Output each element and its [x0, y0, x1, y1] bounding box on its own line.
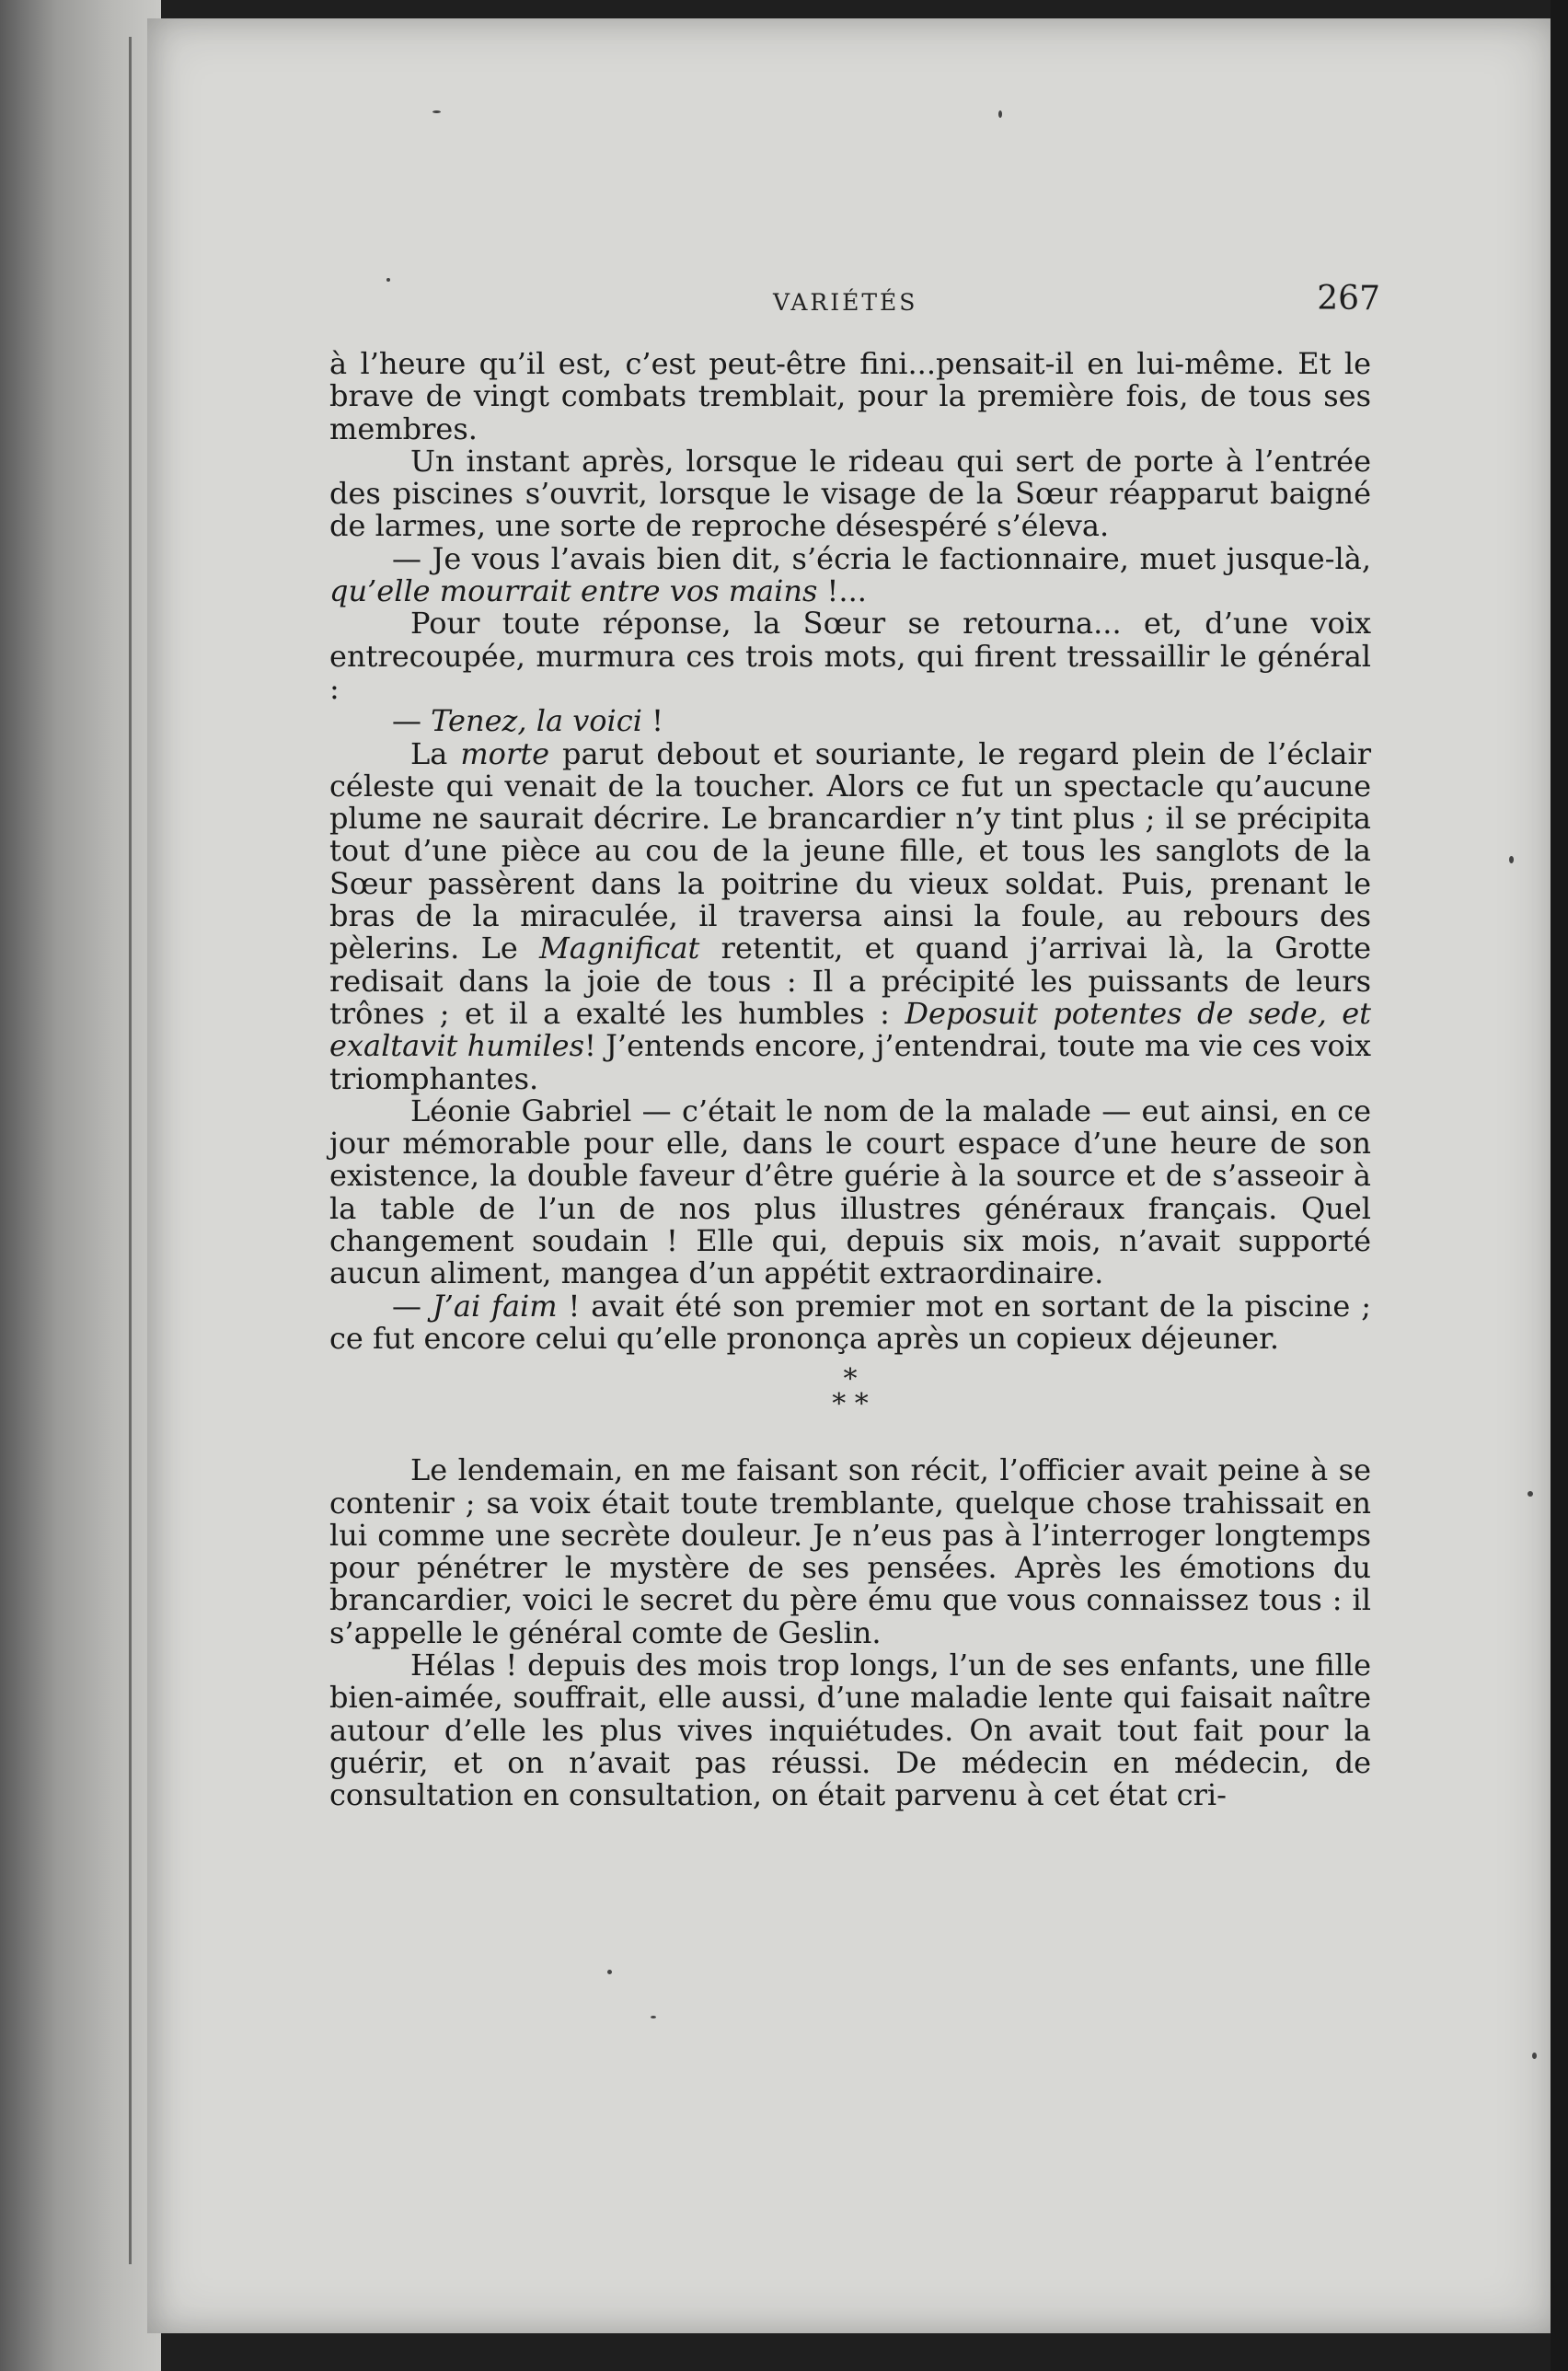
separator-stars-bottom: * *	[832, 1388, 869, 1421]
separator-star-top: *	[843, 1363, 858, 1396]
scan-speck	[607, 1970, 612, 1974]
paragraph-10: Hélas ! depuis des mois trop longs, l’un de ses enfants, une fille bien-aimée, souffrait, elle aussi, d’une maladie lente qui faisait naître autour d’elle les plus vives inquiétudes. On avait tout fait pour la guérir, et on n’avait pas réussi. De médecin en médecin, de consultation en consultation, on était parvenu à cet état cri-	[329, 1647, 1371, 1813]
italic-run: qu’elle mourrait entre vos mains	[329, 573, 818, 609]
italic-run: Tenez, la voici	[431, 703, 642, 739]
italic-run: morte	[460, 735, 550, 771]
binding-fold-line	[129, 37, 132, 2264]
scan-speck	[386, 278, 390, 282]
scan-speck	[998, 110, 1002, 118]
section-separator	[329, 1363, 1371, 1421]
page-header	[313, 276, 1380, 331]
italic-run: Magnificat	[539, 931, 700, 966]
paragraph-6	[329, 735, 1372, 1096]
page-body	[329, 348, 1371, 1811]
page-number: 267	[1317, 280, 1380, 318]
text-run: La	[410, 735, 461, 771]
paragraph-1: à l’heure qu’il est, c’est peut-être fini...pensait-il en lui-même. Et le brave de vingt combats tremblait, pour la première fois, de tous ses membres.	[329, 346, 1371, 446]
italic-run: Deposuit potentes de sede, et exaltavit humiles	[329, 995, 1372, 1064]
italic-run: J’ai faim	[432, 1288, 558, 1324]
text-run: !...	[817, 573, 867, 609]
scan-speck	[432, 110, 441, 113]
paragraph-9: Le lendemain, en me faisant son récit, l’officier avait peine à se contenir ; sa voix était toute tremblante, quelque chose trahissait en lui comme une secrète douleur. Je n’eus pas à l’interroger longtemps pour pénétrer le mystère de ses pensées. Après les émotions du brancardier, voici le secret du père ému que vous connaissez tous : il s’appelle le général comte de Geslin.	[329, 1452, 1371, 1650]
text-run: !	[641, 703, 663, 739]
paragraph-5	[329, 705, 1371, 737]
text-run: ! J’entends encore, j’entendrai, toute ma vie ces voix triomphantes.	[329, 1028, 1372, 1096]
running-head: VARIÉTÉS	[773, 289, 918, 316]
paragraph-3	[329, 540, 1371, 609]
text-run: ! avait été son premier mot en sortant de la piscine ; ce fut encore celui qu’elle prononça après un copieux déjeuner.	[329, 1288, 1372, 1356]
text-run: —	[392, 703, 432, 739]
page-right-edge	[1551, 0, 1568, 2371]
text-run: —	[392, 1288, 432, 1324]
scan-speck	[1509, 856, 1514, 863]
scan-speck	[1528, 1491, 1533, 1497]
text-run: parut debout et souriante, le regard plein de l’éclair céleste qui venait de la toucher. Alors ce fut un spectacle qu’aucune plume ne saurait décrire. Le brancardier n’y tint plus ; il se précipita tout d’une pièce au cou de la jeune fille, et tous les sanglots de la Sœur passèrent dans la poitrine du vieux soldat. Puis, prenant le bras de la miraculée, il traversa ainsi la foule, au rebours des pèlerins. Le	[329, 735, 1372, 966]
paragraph-4: Pour toute réponse, la Sœur se retourna... et, d’une voix entrecoupée, murmura ces trois mots, qui firent tressaillir le général :	[329, 606, 1371, 706]
paragraph-2: Un instant après, lorsque le rideau qui sert de porte à l’entrée des piscines s’ouvrit, lorsque le visage de la Sœur réapparut baigné de larmes, une sorte de reproche désespéré s’éleva.	[329, 443, 1371, 544]
text-run: retentit, et quand j’arrivai là, la Grotte redisait dans la joie de tous : Il a précipité les puissants de leurs trônes ; et il a exalté les humbles :	[329, 931, 1372, 1031]
scan-speck	[1532, 2053, 1537, 2059]
book-binding	[0, 0, 161, 2371]
paragraph-8	[329, 1290, 1371, 1356]
scan-speck	[651, 2016, 656, 2018]
paragraph-7: Léonie Gabriel — c’était le nom de la malade — eut ainsi, en ce jour mémorable pour elle, dans le court espace d’une heure de son existence, la double faveur d’être guérie à la source et de s’asseoir à la table de l’un de nos plus illustres généraux français. Quel changement soudain ! Elle qui, depuis six mois, n’avait supporté aucun aliment, mangea d’un appétit extraordinaire.	[329, 1093, 1371, 1291]
text-run: — Je vous l’avais bien dit, s’écria le factionnaire, muet jusque-là,	[392, 540, 1371, 576]
